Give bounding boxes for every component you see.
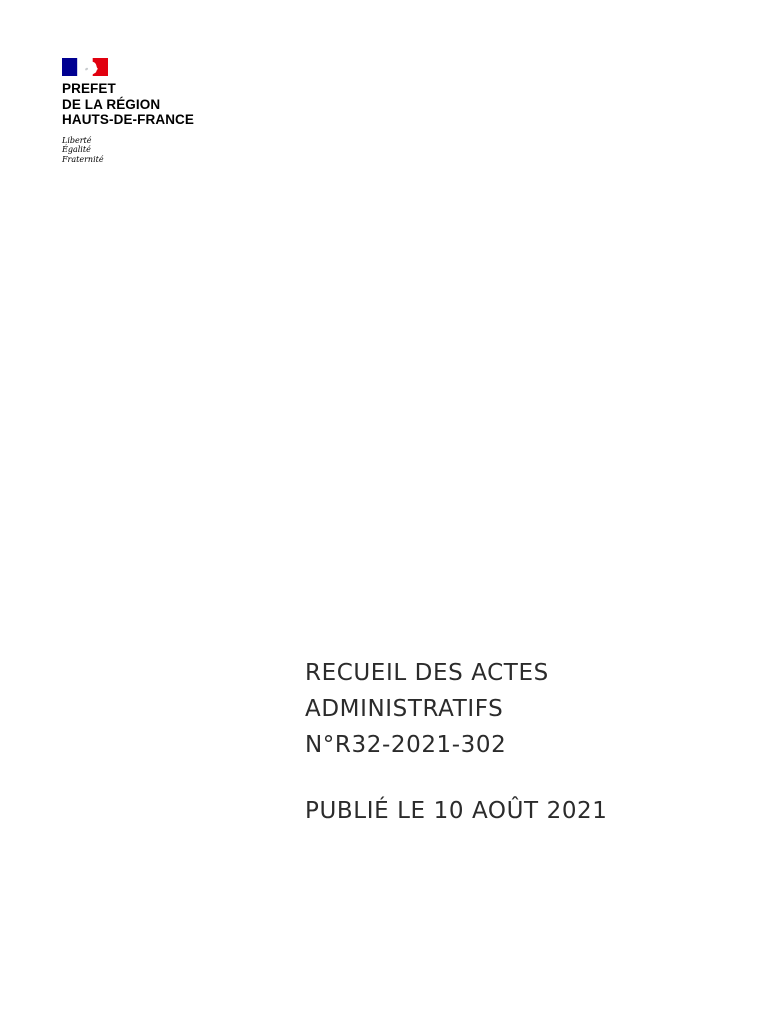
motto-line: Liberté xyxy=(62,135,92,145)
prefecture-logo xyxy=(62,58,262,164)
motto-line: Égalité xyxy=(62,145,91,154)
document-title-block xyxy=(305,655,745,829)
document-title-line: RECUEIL DES ACTES xyxy=(305,660,549,686)
republic-motto xyxy=(62,136,262,165)
authority-name xyxy=(62,81,262,128)
document-number: N°R32-2021-302 xyxy=(305,732,507,758)
marianne-flag-icon xyxy=(62,58,108,76)
publication-date: PUBLIÉ LE 10 AOÛT 2021 xyxy=(305,798,608,824)
motto-line: Fraternité xyxy=(62,154,104,164)
document-title-line: ADMINISTRATIFS xyxy=(305,696,504,722)
authority-line: DE LA RÉGION xyxy=(62,96,161,112)
authority-line: HAUTS-DE-FRANCE xyxy=(62,112,194,127)
authority-line: PREFET xyxy=(62,81,116,96)
